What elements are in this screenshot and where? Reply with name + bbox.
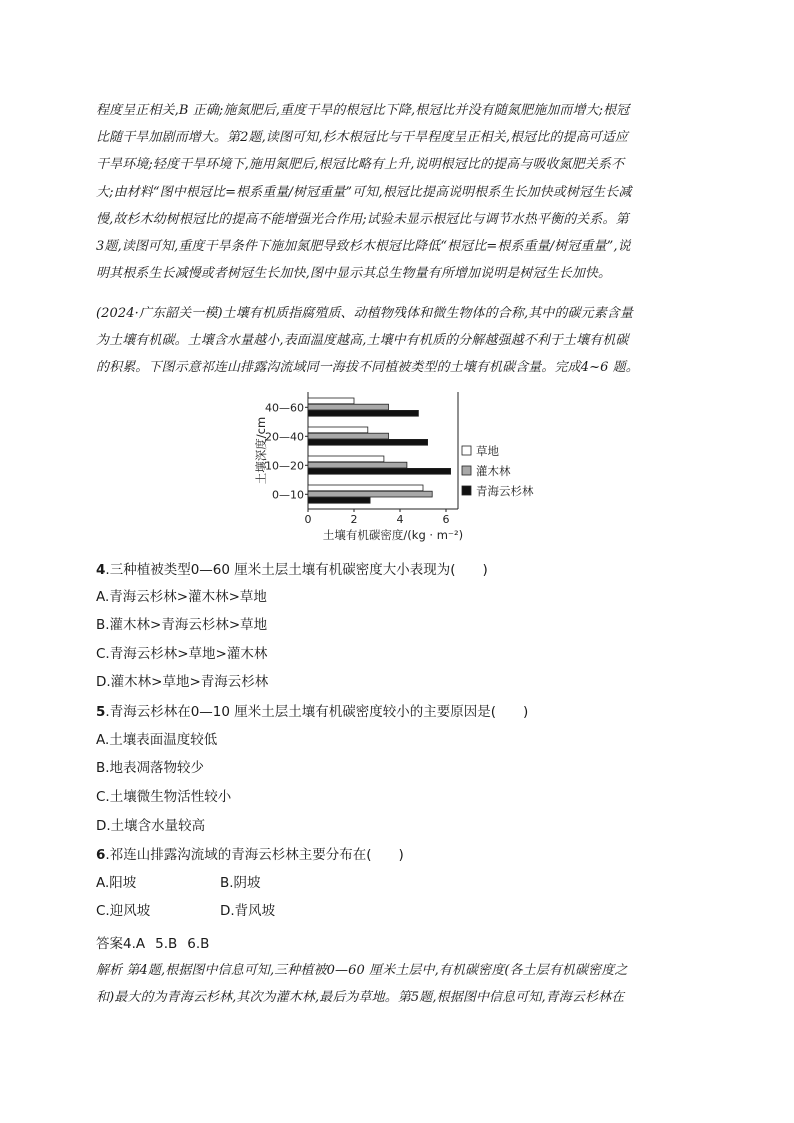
bar-shrubland xyxy=(308,404,389,410)
y-tick-label: 20—40 xyxy=(265,430,304,444)
x-tick-label: 0 xyxy=(304,513,312,526)
bar-grassland xyxy=(308,456,384,462)
x-tick-label: 4 xyxy=(396,513,404,526)
x-tick-label: 2 xyxy=(350,513,358,526)
question-number: 6 xyxy=(96,847,106,863)
option-4a[interactable]: A.青海云杉林>灌木林>草地 xyxy=(96,589,267,605)
text-line: 解析 第4题,根据图中信息可知,三种植被0—60 厘米土层中,有机碳密度(各土层有机碳密度之 xyxy=(96,963,628,978)
text-line: 慢,故杉木幼树根冠比的提高不能增强光合作用;试验未显示根冠比与调节水热平衡的关系。第 xyxy=(96,211,629,227)
legend-swatch xyxy=(462,466,471,475)
option-6b[interactable]: B.阴坡 xyxy=(220,875,261,891)
bar-shrubland xyxy=(308,433,389,439)
option-6c[interactable]: C.迎风坡 xyxy=(96,903,151,919)
question-6-stem xyxy=(96,845,404,865)
question-number: 5 xyxy=(96,704,106,720)
y-tick-label: 40—60 xyxy=(265,401,304,415)
analysis-paragraph xyxy=(96,957,700,1011)
bar-spruce-forest xyxy=(308,439,428,445)
text-line: 为土壤有机碳。土壤含水量越小,表面温度越高,土壤中有机质的分解越强越不利于土壤有机碳 xyxy=(96,333,629,349)
y-axis-label: 土壤深度/cm xyxy=(254,416,268,485)
y-tick-label: 10—20 xyxy=(265,459,304,473)
legend-label: 青海云杉林 xyxy=(476,484,534,498)
option-5d[interactable]: D.土壤含水量较高 xyxy=(96,818,206,834)
legend-label: 灌木林 xyxy=(476,464,511,478)
question-text: .祁连山排露沟流域的青海云杉林主要分布在( ) xyxy=(105,847,404,863)
question-4-stem xyxy=(96,560,488,580)
text-line: 的积累。下图示意祁连山排露沟流域同一海拔不同植被类型的土壤有机碳含量。完成4~6 题。 xyxy=(96,360,639,376)
option-4b[interactable]: B.灌木林>青海云杉林>草地 xyxy=(96,617,268,633)
text-line: (2024·广东韶关一模)土壤有机质指腐殖质、动植物残体和微生物体的合称,其中的碳元素含量 xyxy=(96,306,633,321)
option-5c[interactable]: C.土壤微生物活性较小 xyxy=(96,789,232,805)
option-5b[interactable]: B.地表凋落物较少 xyxy=(96,760,205,776)
option-6d[interactable]: D.背风坡 xyxy=(220,903,276,919)
answer-line xyxy=(96,932,209,952)
bar-spruce-forest xyxy=(308,410,418,416)
previous-explanation xyxy=(96,97,700,287)
answer-item: 6.B xyxy=(187,936,210,952)
text-line: 比随干旱加剧而增大。第2题,读图可知,杉木根冠比与干旱程度呈正相关,根冠比的提高可适应 xyxy=(96,130,628,146)
bar-grassland xyxy=(308,398,354,404)
option-5a[interactable]: A.土壤表面温度较低 xyxy=(96,732,218,748)
legend-swatch xyxy=(462,486,471,495)
legend-swatch xyxy=(462,446,471,455)
question-5-stem xyxy=(96,702,528,722)
question-number: 4 xyxy=(96,562,106,578)
answer-item: 4.A xyxy=(123,936,146,952)
text-line: 干旱环境;轻度干旱环境下,施用氮肥后,根冠比略有上升,说明根冠比的提高与吸收氮肥关系不 xyxy=(96,157,625,173)
text-line: 程度呈正相关,B 正确;施氮肥后,重度干旱的根冠比下降,根冠比并没有随氮肥施加而增大;根冠 xyxy=(96,103,630,118)
soil-carbon-bar-chart xyxy=(240,388,570,548)
y-tick-label: 0—10 xyxy=(272,488,304,502)
option-4d[interactable]: D.灌木林>草地>青海云杉林 xyxy=(96,674,269,690)
material-paragraph xyxy=(96,300,700,382)
text-line: 和)最大的为青海云杉林,其次为灌木林,最后为草地。第5题,根据图中信息可知,青海云杉林在 xyxy=(96,990,625,1006)
option-6a[interactable]: A.阳坡 xyxy=(96,875,137,891)
question-text: .三种植被类型0—60 厘米土层土壤有机碳密度大小表现为( ) xyxy=(105,562,488,578)
option-4c[interactable]: C.青海云杉林>草地>灌木林 xyxy=(96,646,268,662)
bar-shrubland xyxy=(308,462,407,468)
answer-item: 5.B xyxy=(155,936,178,952)
bar-spruce-forest xyxy=(308,497,370,503)
text-line: 3题,读图可知,重度干旱条件下施加氮肥导致杉木根冠比降低“根冠比=根系重量/树冠重量”,说 xyxy=(96,239,631,255)
text-line: 大;由材料“图中根冠比=根系重量/树冠重量”可知,根冠比提高说明根系生长加快或树冠生长减 xyxy=(96,184,632,200)
bar-spruce-forest xyxy=(308,468,451,474)
bar-grassland xyxy=(308,427,368,433)
bar-shrubland xyxy=(308,491,432,497)
text-line: 明其根系生长减慢或者树冠生长加快,图中显示其总生物量有所增加说明是树冠生长加快。 xyxy=(96,266,612,282)
x-axis-label: 土壤有机碳密度/(kg · m⁻²) xyxy=(322,528,464,542)
x-tick-label: 6 xyxy=(442,513,450,526)
bar-grassland xyxy=(308,485,423,491)
question-text: .青海云杉林在0—10 厘米土层土壤有机碳密度较小的主要原因是( ) xyxy=(105,704,529,720)
legend-label: 草地 xyxy=(476,444,499,458)
answer-label: 答案 xyxy=(96,936,123,952)
